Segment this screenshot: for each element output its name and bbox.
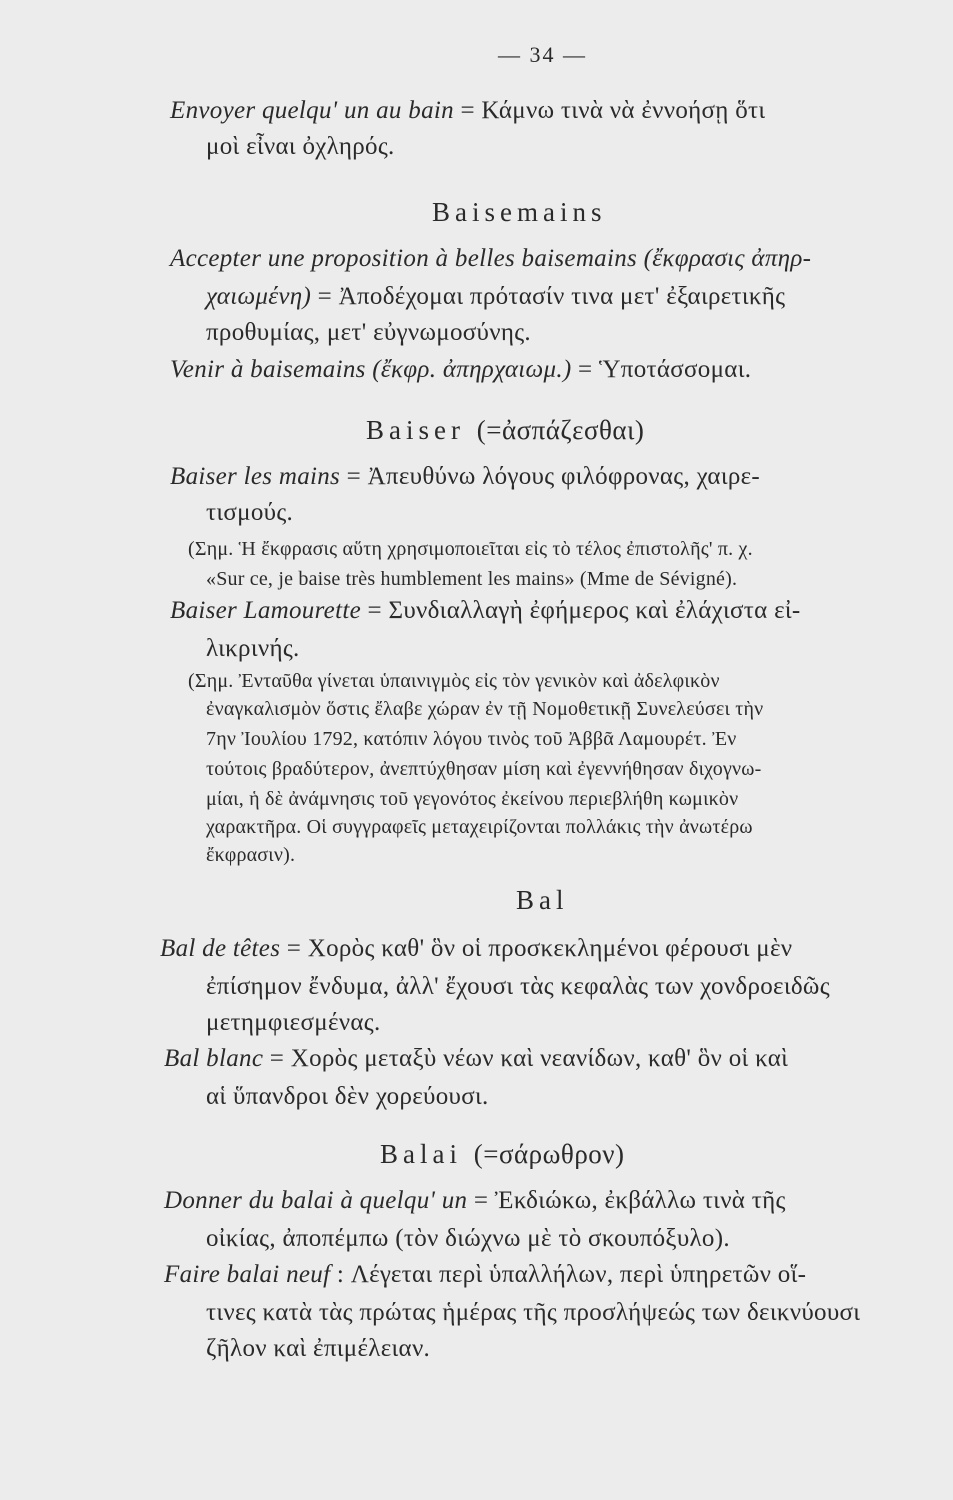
- entry-baiser-lamourette-line-1: [170, 596, 801, 626]
- entry-accepter-line-2: [206, 282, 785, 312]
- entry-bal-de-tetes-line-3: μετημφιεσμένας.: [206, 1009, 381, 1036]
- entry-faire-balai-neuf-line-3: ζῆλον καὶ ἐπιμέλειαν.: [206, 1335, 431, 1362]
- entry-baiser-lamourette-line-2: λικρινής.: [206, 635, 300, 662]
- entry-definition: = Ἀπευθύνω λόγους φιλόφρονας, χαιρε-: [340, 463, 761, 490]
- entry-donner-du-balai-line-2: οἰκίας, ἀποπέμπω (τὸν διώχνω μὲ τὸ σκουπόξυλο).: [206, 1225, 730, 1252]
- section-heading-bal: Bal: [516, 885, 569, 915]
- note-1-line-2: «Sur ce, je baise très humblement les mains» (Mme de Sévigné).: [206, 568, 738, 590]
- entry-definition: = Συνδιαλλαγὴ ἐφήμερος καὶ ἐλάχιστα εἰ-: [360, 597, 801, 624]
- note-2-line-2: ἐναγκαλισμὸν ὅστις ἔλαβε χώραν ἐν τῇ Νομοθετικῇ Συνελεύσει τὴν: [206, 698, 764, 720]
- note-2-line-1: (Σημ. Ἐνταῦθα γίνεται ὑπαινιγμὸς εἰς τὸν γενικὸν καὶ ἀδελφικὸν: [188, 670, 720, 692]
- entry-term: Venir à baisemains: [170, 356, 366, 383]
- entry-term: Envoyer quelqu' un au bain: [170, 97, 454, 124]
- note-2-line-3: 7ην Ἰουλίου 1792, κατόπιν λόγου τινὸς τοῦ Ἀββᾶ Λαμουρέτ. Ἐν: [206, 728, 737, 750]
- entry-term: Bal de têtes: [160, 935, 281, 962]
- entry-definition: = Ἀποδέχομαι πρότασίν τινα μετ' ἐξαιρετικῆς: [311, 283, 786, 310]
- entry-gloss: (ἔκφρασις ἀπηρ-: [637, 245, 812, 272]
- entry-definition: = Ἐκδιώκω, ἐκβάλλω τινὰ τῆς: [467, 1187, 786, 1214]
- entry-accepter-line-1: [170, 244, 811, 274]
- note-1-line-1: (Σημ. Ἡ ἔκφρασις αὕτη χρησιμοποιεῖται εἰς τὸ τέλος ἐπιστολῆς' π. χ.: [188, 538, 753, 560]
- entry-venir-line-1: [170, 355, 751, 385]
- entry-term: Faire balai neuf: [164, 1261, 331, 1288]
- entry-definition: = Κάμνω τινὰ νὰ ἐννοήσῃ ὅτι: [453, 97, 766, 124]
- note-2-line-5: μίαι, ἡ δὲ ἀνάμνησις τοῦ γεγονότος ἐκείνου περιεβλήθη κωμικὸν: [206, 788, 739, 810]
- entry-baiser-les-mains-line-1: [170, 462, 760, 492]
- entry-definition: = Ὑποτάσσομαι.: [571, 356, 752, 383]
- entry-faire-balai-neuf-line-1: [164, 1260, 806, 1290]
- section-heading-baiser: [366, 414, 644, 446]
- entry-bal-de-tetes-line-2: ἐπίσημον ἔνδυμα, ἀλλ' ἔχουσι τὰς κεφαλὰς των χονδροειδῶς: [206, 973, 830, 1000]
- entry-term: Donner du balai à quelqu' un: [164, 1187, 468, 1214]
- entry-definition: = Χορὸς καθ' ὃν οἱ προσκεκλημένοι φέρουσι μὲν: [280, 935, 793, 962]
- entry-bal-blanc-line-1: [164, 1044, 788, 1074]
- entry-donner-du-balai-line-1: [164, 1186, 786, 1216]
- note-2-line-6: χαρακτῆρα. Οἱ συγγραφεῖς μεταχειρίζονται πολλάκις τὴν ἀνωτέρω: [206, 816, 753, 838]
- entry-term: Bal blanc: [164, 1045, 264, 1072]
- entry-term: Baiser les mains: [170, 463, 341, 490]
- entry-term: Baiser Lamourette: [170, 597, 361, 624]
- heading-word: Baiser: [366, 415, 465, 445]
- entry-definition: = Χορὸς μεταξὺ νέων καὶ νεανίδων, καθ' ὃν οἱ καὶ: [263, 1045, 789, 1072]
- note-2-line-7: ἔκφρασιν).: [206, 844, 296, 866]
- entry-faire-balai-neuf-line-2: τινες κατὰ τὰς πρώτας ἡμέρας τῆς προσλήψεώς των δεικνύουσι: [206, 1299, 861, 1326]
- page-number: — 34 —: [498, 42, 587, 67]
- section-heading-baisemains: Baisemains: [432, 197, 607, 227]
- entry-envoyer-line-1: [170, 96, 765, 126]
- entry-gloss: χαιωμένη): [206, 283, 312, 310]
- entry-baiser-les-mains-line-2: τισμούς.: [206, 499, 294, 526]
- entry-bal-blanc-line-2: αἱ ὕπανδροι δὲν χορεύουσι.: [206, 1083, 489, 1110]
- entry-envoyer-line-2: μοὶ εἶναι ὀχληρός.: [206, 133, 395, 160]
- section-heading-balai: [380, 1138, 625, 1170]
- entry-bal-de-tetes-line-1: [160, 934, 792, 964]
- heading-gloss: (=ἀσπάζεσθαι): [476, 415, 645, 445]
- heading-gloss: (=σάρωθρον): [473, 1139, 625, 1169]
- entry-definition: : Λέγεται περὶ ὑπαλλήλων, περὶ ὑπηρετῶν οἵ-: [330, 1261, 807, 1288]
- heading-word: Balai: [380, 1139, 462, 1169]
- entry-gloss: (ἔκφρ. ἀπηρχαιωμ.): [365, 356, 572, 383]
- entry-term: Accepter une proposition à belles baisemains: [170, 245, 638, 272]
- entry-accepter-line-3: προθυμίας, μετ' εὐγνωμοσύνης.: [206, 319, 531, 346]
- note-2-line-4: τούτοις βραδύτερον, ἀνεπτύχθησαν μίση καὶ ἐγεννήθησαν διχογνω-: [206, 758, 762, 780]
